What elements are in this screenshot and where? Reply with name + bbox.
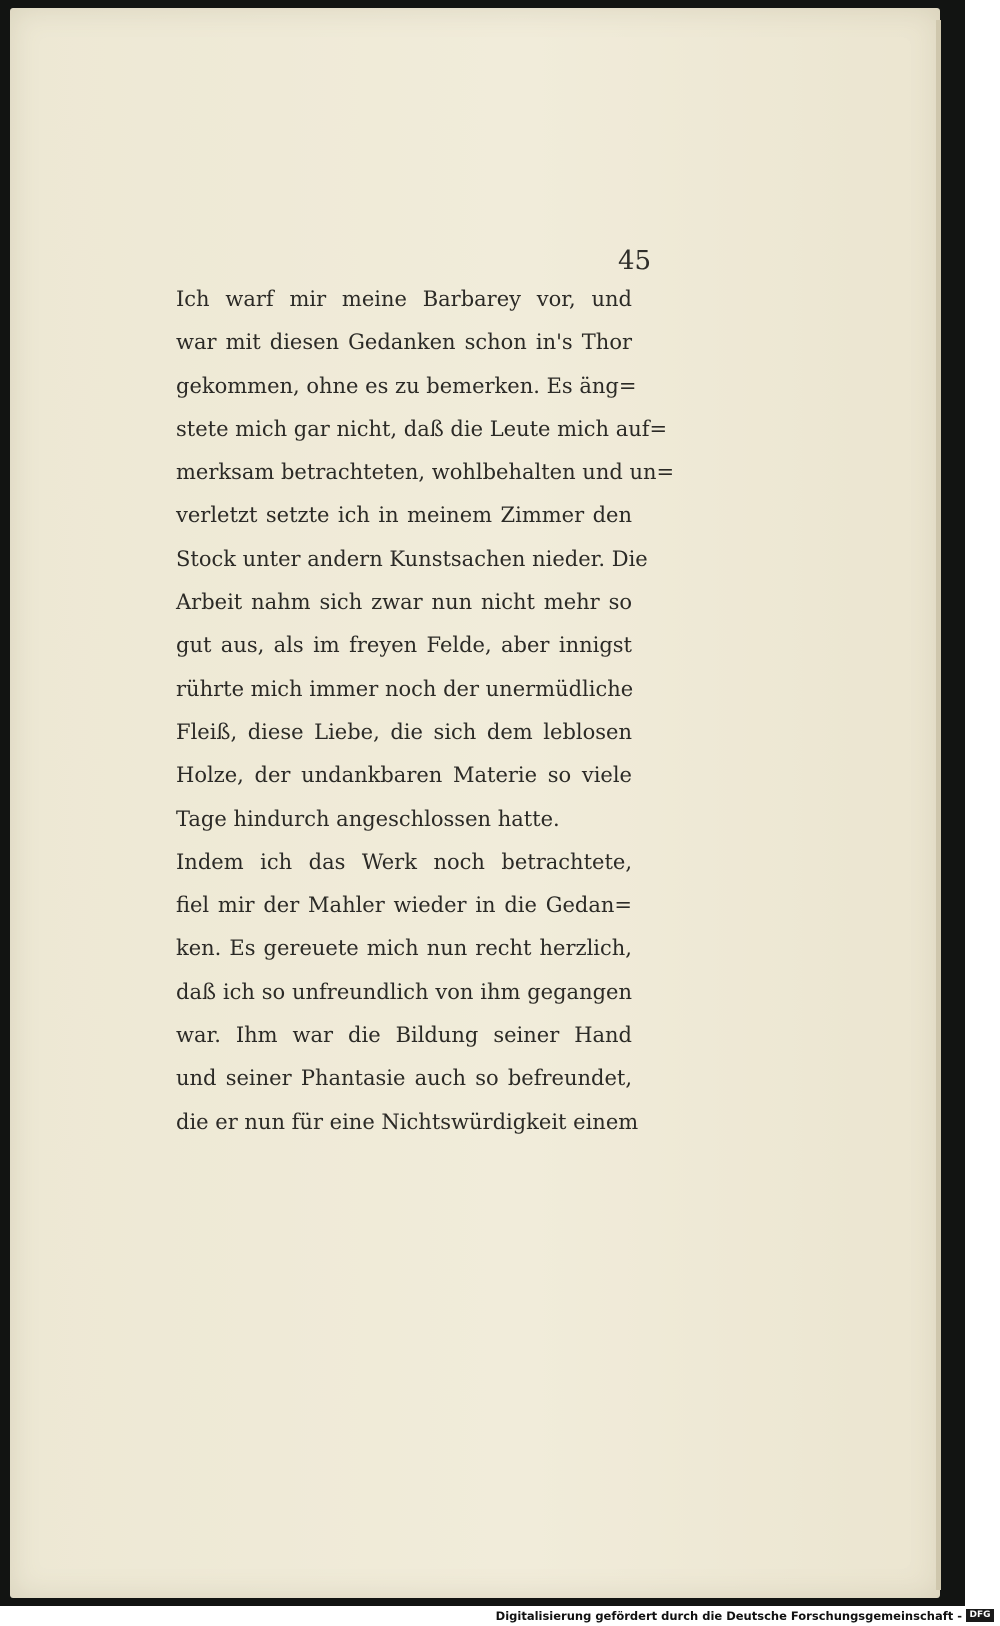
text-line: war. Ihm war die Bildung seiner Hand <box>176 1023 632 1048</box>
text-line: daß ich so unfreundlich von ihm gegangen <box>176 979 632 1004</box>
text-line: Ich warf mir meine Barbarey vor, und <box>176 287 632 311</box>
text-line: war mit diesen Gedanken schon in's Thor <box>176 330 632 355</box>
dfg-logo: DFG <box>966 1609 994 1622</box>
text-line: Fleiß, diese Liebe, die sich dem leblosen <box>176 719 632 744</box>
text-line: merksam betrachteten, wohlbehalten und un= <box>176 460 675 485</box>
text-line: fiel mir der Mahler wieder in die Gedan= <box>176 893 632 918</box>
text-line: und seiner Phantasie auch so befreundet, <box>176 1066 632 1091</box>
footer-bar <box>0 1606 1000 1626</box>
funding-credit: Digitalisierung gefördert durch die Deutsche Forschungsgemeinschaft - <box>495 1609 962 1623</box>
text-line: ken. Es gereuete mich nun recht herzlich, <box>176 936 632 961</box>
page-number: 45 <box>618 246 652 276</box>
text-line: Arbeit nahm sich zwar nun nicht mehr so <box>176 590 632 615</box>
text-line: rührte mich immer noch der unermüdliche <box>176 676 634 701</box>
text-line: Stock unter andern Kunstsachen nieder. Die <box>176 546 648 571</box>
text-line: gekommen, ohne es zu bemerken. Es äng= <box>176 373 637 398</box>
page-edge <box>936 20 941 1590</box>
body-text <box>176 278 675 1144</box>
text-line: die er nun für eine Nichtswürdigkeit einem <box>176 1109 639 1134</box>
text-line: stete mich gar nicht, daß die Leute mich auf= <box>176 416 668 441</box>
text-line: Tage hindurch angeschlossen hatte. <box>176 806 560 831</box>
text-line: Indem ich das Werk noch betrachtete, <box>176 849 632 874</box>
text-line: gut aus, als im freyen Felde, aber innigst <box>176 633 632 658</box>
text-line: Holze, der undankbaren Materie so viele <box>176 763 632 788</box>
text-line: verletzt setzte ich in meinem Zimmer den <box>176 503 632 528</box>
